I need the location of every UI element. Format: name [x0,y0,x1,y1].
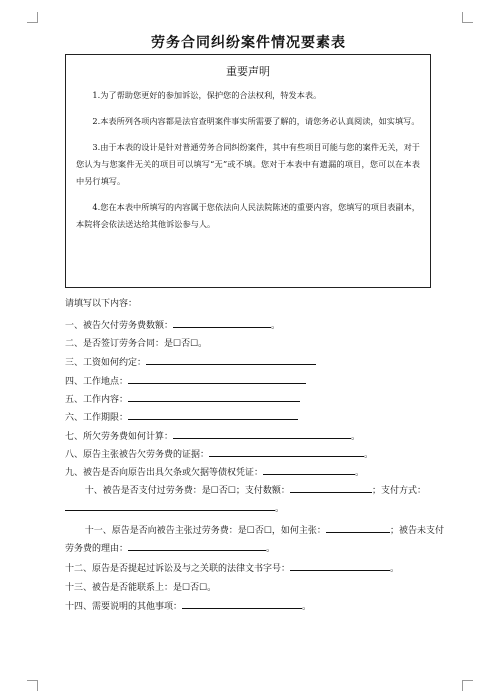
item-9-blank[interactable] [263,465,355,475]
item-1-end: 。 [271,321,281,331]
item-12-label: 十二、原告是否提起过诉讼及与之关联的法律文书字号： [65,564,291,574]
item-4-blank[interactable] [128,374,306,384]
notice-paragraph-1: 1.为了帮助您更好的参加诉讼，保护您的合法权利，特发本表。 [92,90,322,100]
form-item-14 [65,599,311,612]
item-2-label: 二、是否签订劳务合同：是☐否☐。 [65,339,208,349]
item-5-blank[interactable] [128,392,300,402]
item-14-end: 。 [302,602,312,612]
important-notice-box [65,54,431,288]
item-10-amount-blank[interactable] [290,483,372,493]
form-item-7 [65,429,360,442]
item-6-label: 六、工作期限： [65,413,129,423]
item-9-end: 。 [355,468,365,478]
form-item-4 [65,374,306,387]
notice-heading: 重要声明 [226,65,270,78]
item-7-blank[interactable] [173,429,351,439]
item-9-label: 九、被告是否向原告出具欠条或欠据等债权凭证： [65,468,264,478]
item-10-method-label: ；支付方式： [371,486,426,496]
form-item-8 [65,447,373,460]
item-8-blank[interactable] [209,447,364,457]
form-item-11 [65,522,448,558]
item-10-end: 。 [275,504,285,514]
item-5-label: 五、工作内容： [65,395,129,405]
form-intro: 请填写以下内容： [65,299,138,309]
notice-paragraph-2: 2.本表所列各项内容都是法官查明案件事实所需要了解的，请您务必认真阅读，如实填写。 [92,116,420,126]
item-7-label: 七、所欠劳务费如何计算： [65,432,174,442]
item-3-label: 三、工资如何约定： [65,358,147,368]
crop-mark-top-left [27,12,38,23]
form-item-2 [65,336,207,349]
item-11-claim-blank[interactable] [326,523,390,533]
item-11-reason-label: ；被告未支付劳务费的理由： [65,526,444,554]
form-item-9 [65,465,364,478]
form-item-1 [65,318,280,331]
item-6-blank[interactable] [128,410,298,420]
form-item-6 [65,410,298,423]
item-3-blank[interactable] [146,355,316,365]
form-item-3 [65,355,316,368]
form-item-13 [65,580,216,593]
notice-paragraph-4: 4.您在本表中所填写的内容属于您依法向人民法院陈述的重要内容，您填写的项目表副本，本院将会依法送达给其他诉讼参与人。 [76,202,420,229]
item-11-reason-blank[interactable] [128,541,266,551]
form-item-12 [65,561,399,574]
form-item-5 [65,392,300,405]
item-7-end: 。 [351,432,361,442]
item-13-label: 十三、被告是否能联系上：是☐否☐。 [65,583,217,593]
form-item-10 [65,482,448,518]
item-12-blank[interactable] [290,561,390,571]
crop-mark-bottom-left [27,680,38,691]
item-10-method-blank[interactable] [65,501,275,511]
crop-mark-bottom-right [462,680,473,691]
item-4-label: 四、工作地点： [65,377,129,387]
item-1-label: 一、被告欠付劳务费数额： [65,321,174,331]
item-8-label: 八、原告主张被告欠劳务费的证据： [65,450,210,460]
crop-mark-top-right [462,12,473,23]
item-11-end: 。 [266,544,276,554]
item-8-end: 。 [364,450,374,460]
notice-paragraph-3: 3.由于本表的设计是针对普通劳务合同纠纷案件，其中有些项目可能与您的案件无关，对于您认为与您案件无关的项目可以填写“无”或不填。您对于本表中有遗漏的项目，您可以在本表中另行填写。 [76,142,420,186]
document-title: 劳务合同纠纷案件情况要素表 [151,35,346,51]
item-12-end: 。 [390,564,400,574]
item-14-label: 十四、需要说明的其他事项： [65,602,183,612]
item-14-blank[interactable] [182,599,302,609]
item-1-blank[interactable] [173,318,271,328]
item-11-label: 十一、原告是否向被告主张过劳务费：是☐否☐，如何主张： [84,526,326,536]
item-10-label: 十、被告是否支付过劳务费：是☐否☐；支付数额： [84,486,290,496]
